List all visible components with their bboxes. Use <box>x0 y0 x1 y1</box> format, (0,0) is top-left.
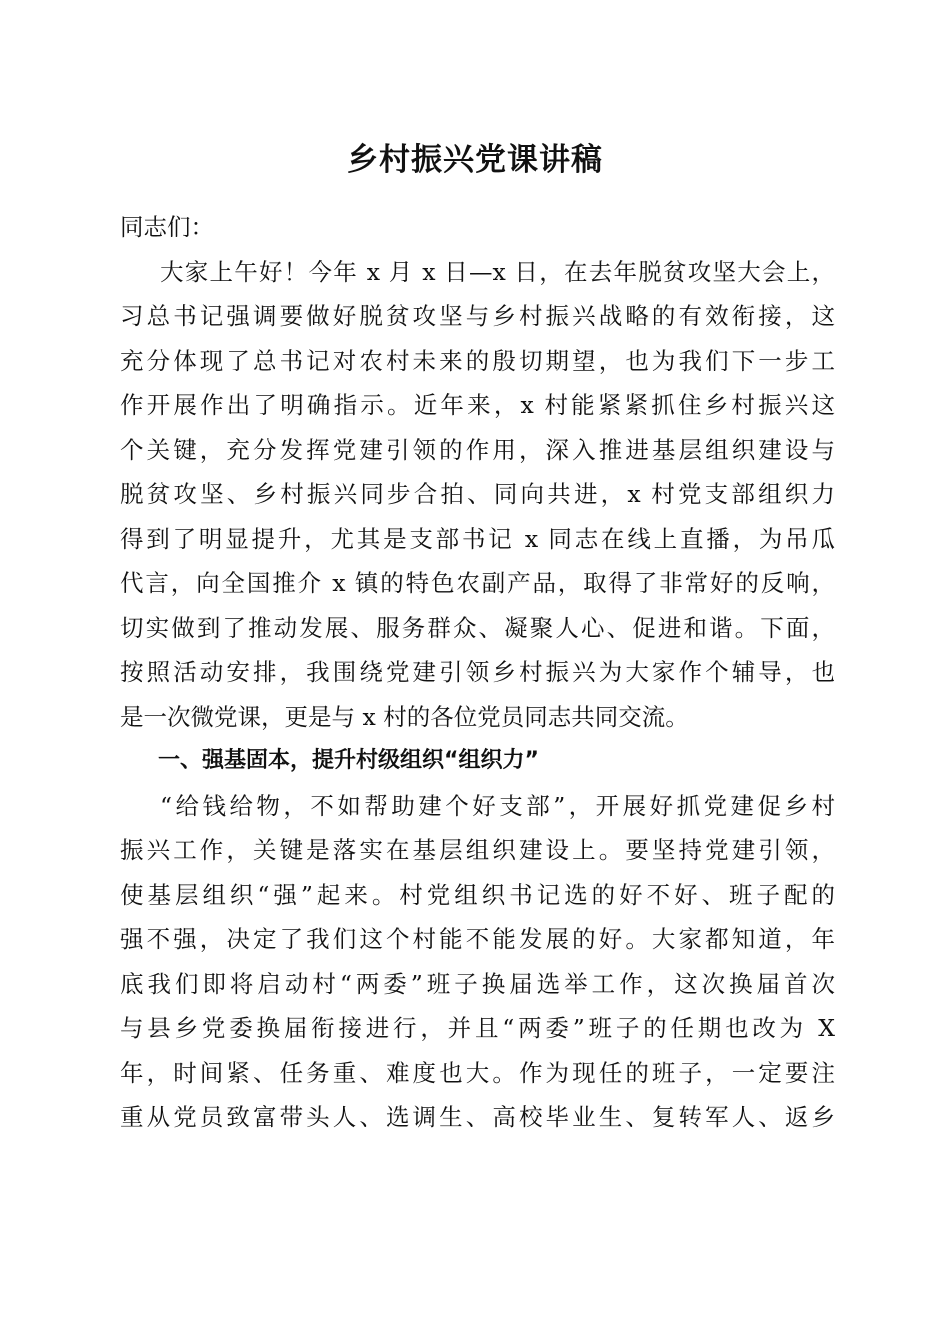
paragraph-line: 使基层组织“强”起来。村党组织书记选的好不好、班子配的 <box>120 880 835 909</box>
salutation: 同志们： <box>120 213 214 241</box>
paragraph-line: “给钱给物，不如帮助建个好支部”，开展好抓党建促乡村 <box>160 791 835 820</box>
paragraph-line: 脱贫攻坚、乡村振兴同步合拍、同向共进，x 村党支部组织力 <box>120 480 835 508</box>
paragraph-line: 代言，向全国推介 x 镇的特色农副产品，取得了非常好的反响， <box>120 569 835 597</box>
paragraph-line: 重从党员致富带头人、选调生、高校毕业生、复转军人、返乡 <box>120 1103 835 1131</box>
paragraph-line: 大家上午好！今年 x 月 x 日—x 日，在去年脱贫攻坚大会上， <box>160 257 835 286</box>
paragraph-section-one <box>120 784 835 1140</box>
paragraph-line: 与县乡党委换届衔接进行，并且“两委”班子的任期也改为 X <box>120 1014 835 1042</box>
paragraph-line: 年，时间紧、任务重、难度也大。作为现任的班子，一定要注 <box>120 1058 835 1087</box>
paragraph-line: 是一次微党课，更是与 x 村的各位党员同志共同交流。 <box>120 702 689 731</box>
paragraph-line: 个关键，充分发挥党建引领的作用，深入推进基层组织建设与 <box>120 435 835 464</box>
paragraph-line: 底我们即将启动村“两委”班子换届选举工作，这次换届首次 <box>120 969 835 998</box>
paragraph-line: 作开展作出了明确指示。近年来，x 村能紧紧抓住乡村振兴这 <box>120 391 835 419</box>
section-heading: 一、强基固本，提升村级组织“组织力” <box>158 748 539 773</box>
paragraph-line: 习总书记强调要做好脱贫攻坚与乡村振兴战略的有效衔接，这 <box>120 302 835 330</box>
paragraph-line: 振兴工作，关键是落实在基层组织建设上。要坚持党建引领， <box>120 836 835 864</box>
paragraph-line: 切实做到了推动发展、服务群众、凝聚人心、促进和谐。下面， <box>120 613 835 642</box>
paragraph-line: 按照活动安排，我围绕党建引领乡村振兴为大家作个辅导，也 <box>120 658 835 686</box>
paragraph-line: 充分体现了总书记对农村未来的殷切期望，也为我们下一步工 <box>120 346 835 375</box>
document-body <box>120 205 835 1140</box>
paragraph-intro <box>120 250 835 740</box>
paragraph-line: 强不强，决定了我们这个村能不能发展的好。大家都知道，年 <box>120 925 835 953</box>
paragraph-line: 得到了明显提升，尤其是支部书记 x 同志在线上直播，为吊瓜 <box>120 524 835 553</box>
document-title: 乡村振兴党课讲稿 <box>347 142 603 178</box>
